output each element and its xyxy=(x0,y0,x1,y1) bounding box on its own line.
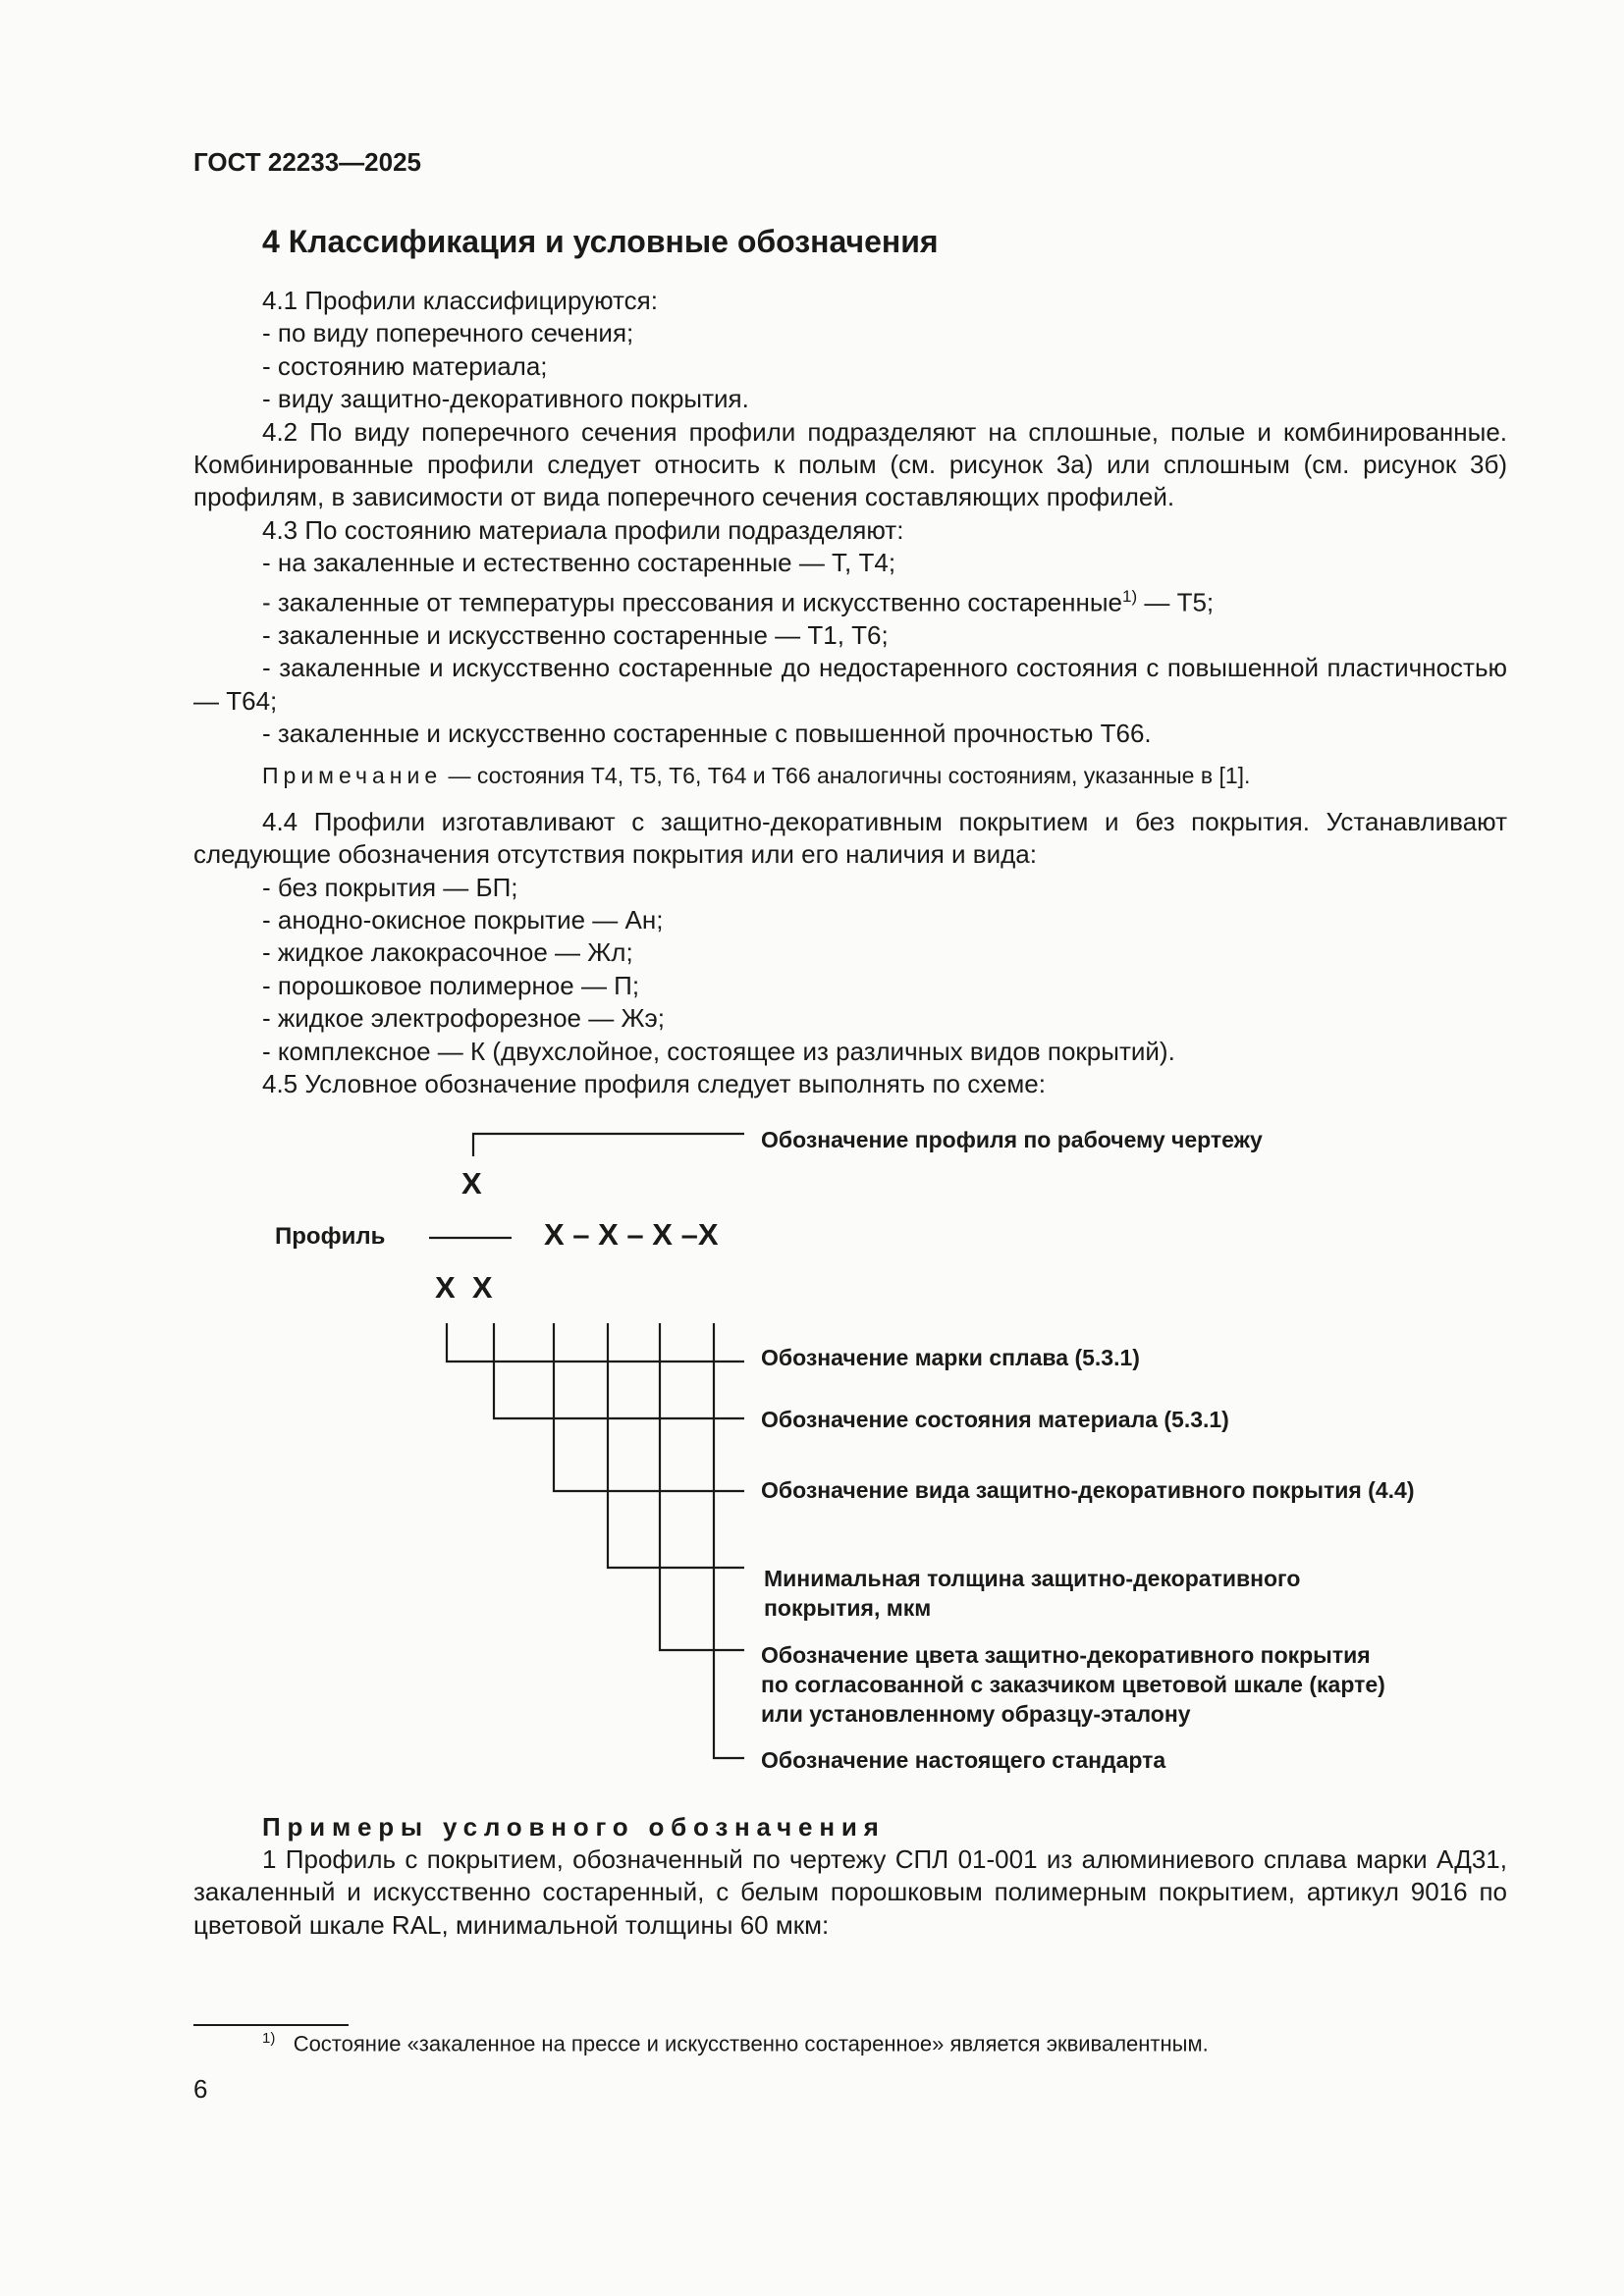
examples-heading: Примеры условного обозначения xyxy=(262,1812,886,1842)
footnote-separator xyxy=(193,2024,349,2026)
list-item: - жидкое лакокрасочное — Жл; xyxy=(262,937,633,968)
label-thickness-line1: Минимальная толщина защитно-декоративного xyxy=(764,1566,1301,1591)
connector-color xyxy=(660,1323,744,1650)
list-item: - закаленные и искусственно состаренные — Т1, Т6; xyxy=(262,619,889,650)
note-text: — состояния Т4, Т5, Т6, Т64 и Т66 аналогичны состояниям, указанные в [1]. xyxy=(442,763,1251,789)
footnote-text: Состояние «закаленное на прессе и искусственно состаренное» является эквивалентным. xyxy=(293,2031,1209,2056)
drawing-designation-placeholder: X xyxy=(461,1166,482,1201)
profile-word: Профиль xyxy=(275,1223,386,1250)
list-item: - анодно-окисное покрытие — Ан; xyxy=(262,904,664,934)
list-item: - жидкое электрофорезное — Жэ; xyxy=(262,1003,665,1034)
list-item: - порошковое полимерное — П; xyxy=(262,970,640,1000)
footnote-ref: 1) xyxy=(1122,586,1138,606)
label-alloy: Обозначение марки сплава (5.3.1) xyxy=(761,1345,1140,1370)
list-item: - на закаленные и естественно состаренные — Т, Т4; xyxy=(262,548,896,578)
section-title: 4 Классификация и условные обозначения xyxy=(262,224,939,259)
connector-state xyxy=(494,1323,744,1418)
designation-chain: X – X – X –X xyxy=(544,1217,719,1252)
connector-thickness xyxy=(608,1323,744,1568)
example-1-text: 1 Профиль с покрытием, обозначенный по чертежу СПЛ 01-001 из алюминиевого сплава марки АД31, закаленный и искусственно состаренный, с белым порошковым полимерным покрытием, артикул 9016 по цветовой шкале RAL, минимальной толщины 60 мкм: xyxy=(193,1844,1507,1940)
alloy-state-placeholders: X X xyxy=(435,1270,493,1305)
connector-drawing xyxy=(473,1134,744,1156)
label-color-line3: или установленному образцу-эталону xyxy=(761,1701,1191,1727)
connector-standard xyxy=(714,1323,744,1758)
page-number: 6 xyxy=(193,2074,208,2104)
note-label: Примечание xyxy=(262,763,443,789)
connector-coating-type xyxy=(554,1323,744,1491)
list-item: - состоянию материала; xyxy=(262,350,548,381)
example-1 xyxy=(193,1843,1507,1942)
list-item: - закаленные и искусственно состаренные с повышенной прочностью Т66. xyxy=(262,718,1152,748)
list-item: - по виду поперечного сечения; xyxy=(262,318,634,348)
item-text: - закаленные от температуры прессования и искусственно состаренные xyxy=(262,587,1122,617)
item-tail: — Т5; xyxy=(1137,587,1215,617)
label-state: Обозначение состояния материала (5.3.1) xyxy=(761,1407,1229,1432)
paragraph-4-5: 4.5 Условное обозначение профиля следует выполнять по схеме: xyxy=(262,1069,1046,1098)
paragraph-4-3: 4.3 По состоянию материала профили подразделяют: xyxy=(262,514,904,545)
list-item: - без покрытия — БП; xyxy=(262,872,518,902)
label-drawing: Обозначение профиля по рабочему чертежу xyxy=(761,1127,1263,1152)
list-item: - виду защитно-декоративного покрытия. xyxy=(262,384,749,414)
label-color-line1: Обозначение цвета защитно-декоративного покрытия xyxy=(761,1642,1371,1668)
label-coating-type: Обозначение вида защитно-декоративного покрытия (4.4) xyxy=(761,1477,1415,1503)
paragraph-4-2: 4.2 По виду поперечного сечения профили подразделяют на сплошные, полые и комбинированные. Комбинированные профили следует относить к полым (см. рисунок 3а) или сплошным (см. рисунок 3б) профилям, в зависимости от вида поперечного сечения составляющих профилей. xyxy=(193,416,1507,512)
connector-alloy xyxy=(447,1323,744,1362)
footnote xyxy=(262,2030,1209,2056)
paragraph-4-1: 4.1 Профили классифицируются: xyxy=(262,286,658,315)
list-item: - закаленные и искусственно состаренные до недостаренного состояния с повышенной пластичностью — Т64; xyxy=(193,653,1507,716)
label-color-line2: по согласованной с заказчиком цветовой шкале (карте) xyxy=(761,1672,1385,1697)
document-header: ГОСТ 22233—2025 xyxy=(193,147,421,177)
label-standard: Обозначение настоящего стандарта xyxy=(761,1747,1166,1773)
label-thickness-line2: покрытия, мкм xyxy=(764,1595,932,1621)
footnote-marker: 1) xyxy=(262,2030,276,2047)
paragraph-4-4: 4.4 Профили изготавливают с защитно-декоративным покрытием и без покрытия. Устанавливают следующие обозначения отсутствия покрытия или его наличия и вида: xyxy=(193,806,1507,870)
list-item: - комплексное — К (двухслойное, состоящее из различных видов покрытий). xyxy=(262,1036,1175,1066)
